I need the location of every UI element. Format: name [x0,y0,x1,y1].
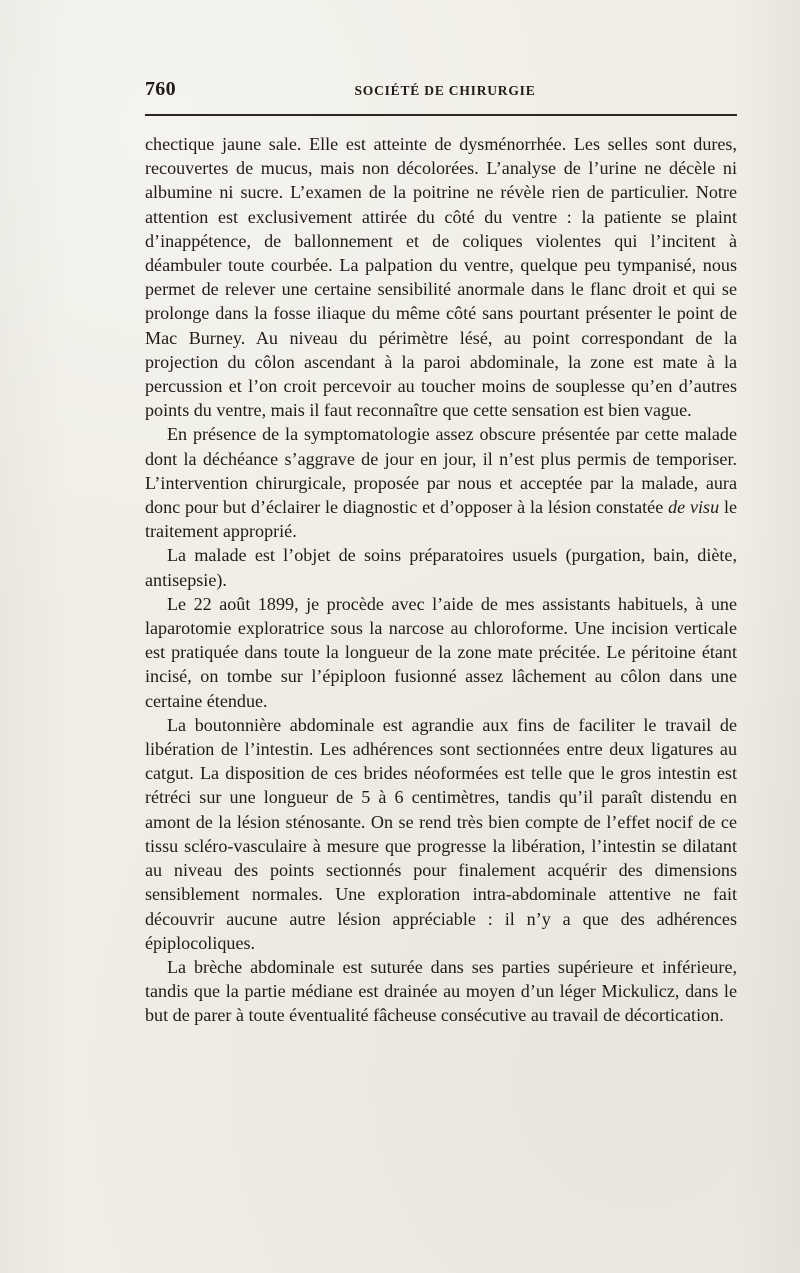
page-number: 760 [145,78,176,100]
page-header [145,74,737,104]
header-rule [145,114,737,116]
running-title: SOCIÉTÉ DE CHIRURGIE [354,83,536,98]
paragraph-2-text-a: En présence de la symptomatologie assez obscure présentée par cette malade dont la déchéance s’aggrave de jour en jour, il n’est plus permis de temporiser. L’intervention chirurgicale, proposée par nous et acceptée par la malade, aura donc pour but d’éclairer le diagnostic et d’opposer à la lésion constatée [145,424,737,518]
body-text [145,132,737,1028]
paragraph-2 [145,422,737,543]
paragraph-4: Le 22 août 1899, je procède avec l’aide de mes assistants habituels, à une laparotomie exploratrice sous la narcose au chloroforme. Une incision verticale est pratiquée dans toute la longueur de la zone mate précitée. Le péritoine étant incisé, on tombe sur l’épiploon fusionné assez lâchement au côlon dans une certaine étendue. [145,593,737,711]
paragraph-6: La brèche abdominale est suturée dans ses parties supérieure et inférieure, tandis que la partie médiane est drainée au moyen d’un léger Mickulicz, dans le but de parer à toute éventualité fâcheuse consécutive au travail de décortication. [145,956,737,1026]
paragraph-1: chectique jaune sale. Elle est atteinte de dysménorrhée. Les selles sont dures, recouvertes de mucus, mais non décolorées. L’analyse de l’urine ne décèle ni albumine ni sucre. L’examen de la poitrine ne révèle rien de particulier. Notre attention est exclusivement attirée du côté du ventre : la patiente se plaint d’inappétence, de ballonnement et de coliques violentes qui l’incitent à déambuler toute courbée. La palpation du ventre, quelque peu tympanisé, nous permet de relever une certaine sensibilité anormale dans le flanc droit et qui se prolonge dans la fosse iliaque du même côté sans pourtant présenter le point de Mac Burney. Au niveau du périmètre lésé, au point correspondant de la projection du côlon ascendant à la paroi abdominale, la zone est mate à la percussion et l’on croit percevoir au toucher moins de souplesse qu’en d’autres points du ventre, mais il faut reconnaître que cette sensation est bien vague. [145,134,737,421]
paragraph-2-text-b: le traitement approprié. [145,497,738,542]
paragraph-5: La boutonnière abdominale est agrandie aux fins de faciliter le travail de libération de l’intestin. Les adhérences sont sectionnées entre deux ligatures au catgut. La disposition de ces brides néoformées est telle que le gros intestin est rétréci sur une longueur de 5 à 6 centimètres, tandis qu’il paraît distendu en amont de la lésion sténosante. On se rend très bien compte de l’effet nocif de ce tissu scléro-vasculaire à mesure que progresse la libération, l’intestin se dilatant au niveau des points sectionnés pour finalement acquérir des dimensions sensiblement normales. Une exploration intra-abdominale attentive ne fait découvrir aucune autre lésion appréciable : il n’y a que des adhérences épiplocoliques. [145,714,737,953]
paragraph-3: La malade est l’objet de soins préparatoires usuels (purgation, bain, diète, antisepsie). [145,545,737,590]
paragraph-2-italic: de visu [668,497,720,518]
